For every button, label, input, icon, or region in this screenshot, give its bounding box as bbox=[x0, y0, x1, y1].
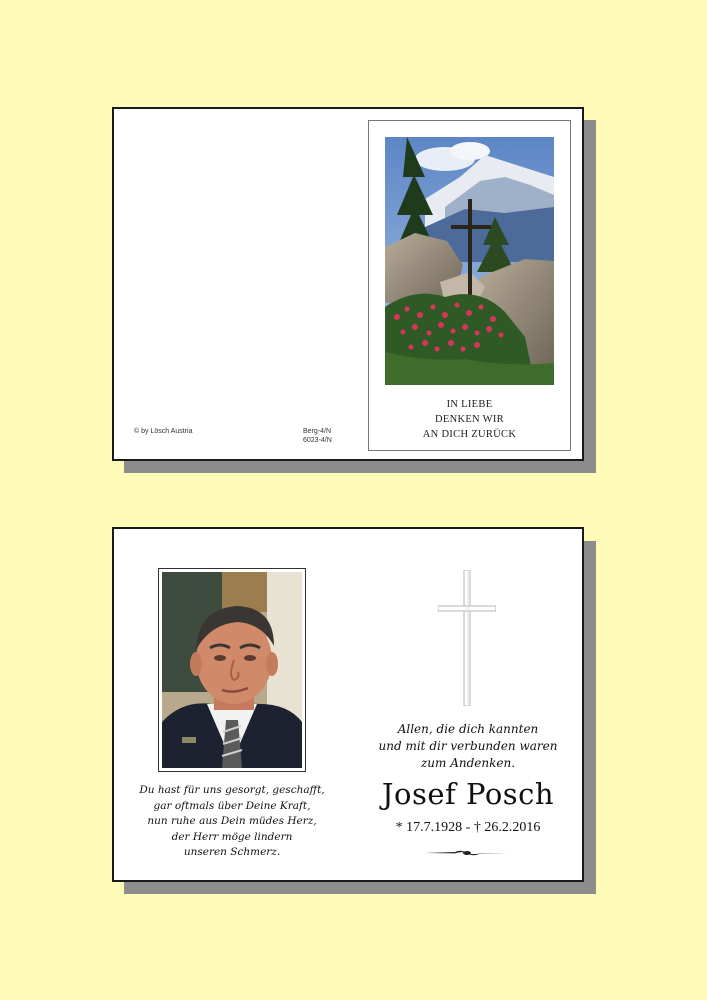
poem-line: gar oftmals über Deine Kraft, bbox=[153, 799, 311, 812]
poem-line: nun ruhe aus Dein müdes Herz, bbox=[147, 815, 317, 827]
product-code: Berg-4/N bbox=[303, 428, 332, 435]
cross-icon bbox=[438, 570, 496, 706]
life-dates: * 17.7.1928 - † 26.2.2016 bbox=[395, 820, 541, 835]
memorial-picture-frame bbox=[368, 120, 571, 451]
poem-line: der Herr möge lindern bbox=[171, 830, 293, 843]
product-code: 6023-4/N bbox=[303, 437, 332, 444]
product-codes bbox=[303, 427, 343, 445]
mountain-scene-image bbox=[385, 137, 554, 385]
memorial-line: AN DICH ZURÜCK bbox=[422, 429, 517, 440]
portrait-photo bbox=[162, 572, 302, 768]
poem-line: unseren Schmerz. bbox=[183, 846, 281, 858]
memorial-text bbox=[369, 397, 570, 442]
bottom-card bbox=[112, 527, 584, 882]
dedication-text bbox=[350, 721, 586, 772]
poem-line: Du hast für uns gesorgt, geschafft, bbox=[139, 784, 325, 796]
deceased-name: Josef Posch bbox=[381, 777, 555, 811]
memorial-line: IN LIEBE bbox=[446, 399, 493, 410]
dedication-line: zum Andenken. bbox=[420, 756, 516, 770]
dedication-line: und mit dir verbunden waren bbox=[378, 739, 558, 753]
top-card bbox=[112, 107, 584, 461]
dedication-line: Allen, die dich kannten bbox=[397, 722, 539, 736]
copyright-text: © by Lösch Austria bbox=[134, 428, 193, 435]
portrait-frame bbox=[158, 568, 306, 772]
mountain-cross-photo bbox=[385, 137, 554, 385]
memorial-line: DENKEN WIR bbox=[434, 414, 504, 425]
poem bbox=[114, 783, 350, 861]
portrait-image bbox=[162, 572, 302, 768]
ornament-divider-icon bbox=[425, 848, 509, 858]
